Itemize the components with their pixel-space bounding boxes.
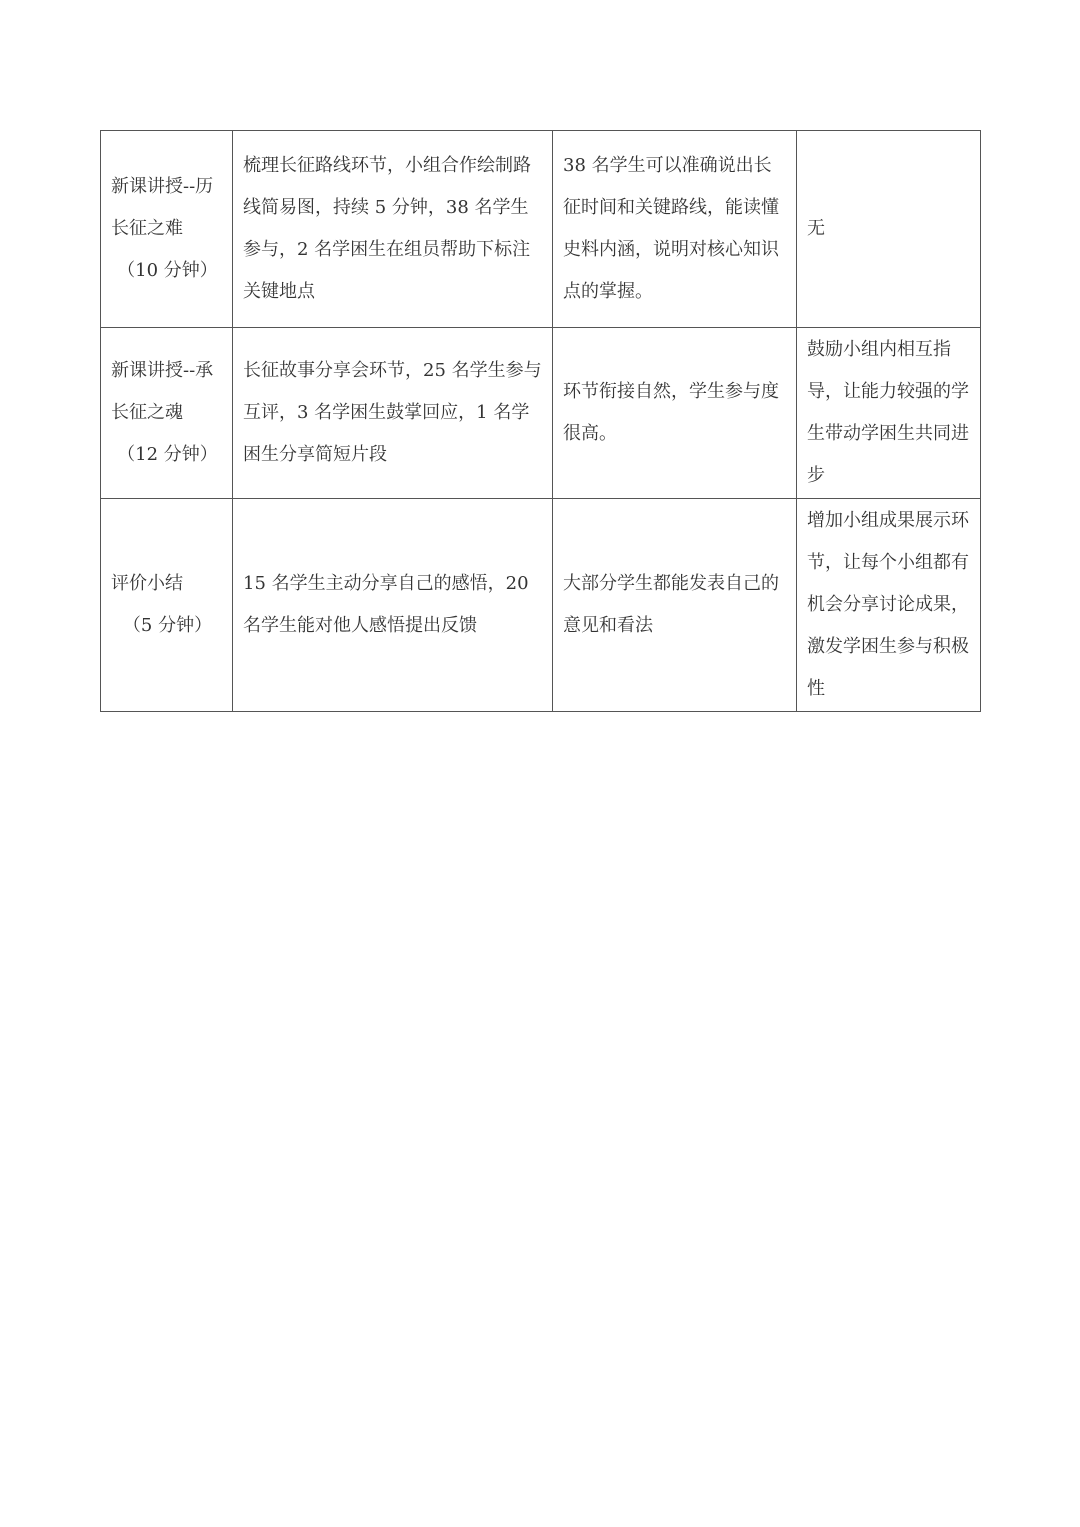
stage-cell (101, 131, 233, 328)
effect-cell: 38 名学生可以准确说出长征时间和关键路线，能读懂史料内涵，说明对核心知识点的掌握。 (553, 131, 797, 328)
table-row (101, 499, 981, 712)
stage-name: 评价小结 (111, 573, 183, 594)
improvement-cell: 增加小组成果展示环节，让每个小组都有机会分享讨论成果，激发学困生参与积极性 (797, 499, 981, 712)
stage-name: 新课讲授--历长征之难 (111, 176, 214, 239)
stage-time: （5 分钟） (122, 615, 213, 636)
activity-cell: 15 名学生主动分享自己的感悟，20 名学生能对他人感悟提出反馈 (233, 499, 553, 712)
effect-cell: 大部分学生都能发表自己的意见和看法 (553, 499, 797, 712)
stage-time: （10 分钟） (117, 260, 218, 281)
lesson-evaluation-table (100, 130, 981, 712)
stage-cell (101, 328, 233, 499)
activity-cell: 长征故事分享会环节，25 名学生参与互评，3 名学困生鼓掌回应，1 名学困生分享简短片段 (233, 328, 553, 499)
stage-time: （12 分钟） (117, 444, 218, 465)
improvement-cell: 无 (797, 131, 981, 328)
effect-cell: 环节衔接自然，学生参与度很高。 (553, 328, 797, 499)
activity-cell: 梳理长征路线环节，小组合作绘制路线简易图，持续 5 分钟，38 名学生参与，2 名学困生在组员帮助下标注关键地点 (233, 131, 553, 328)
stage-cell (101, 499, 233, 712)
stage-name: 新课讲授--承长征之魂 (111, 360, 214, 423)
improvement-cell: 鼓励小组内相互指导，让能力较强的学生带动学困生共同进步 (797, 328, 981, 499)
table-row (101, 328, 981, 499)
table-row (101, 131, 981, 328)
